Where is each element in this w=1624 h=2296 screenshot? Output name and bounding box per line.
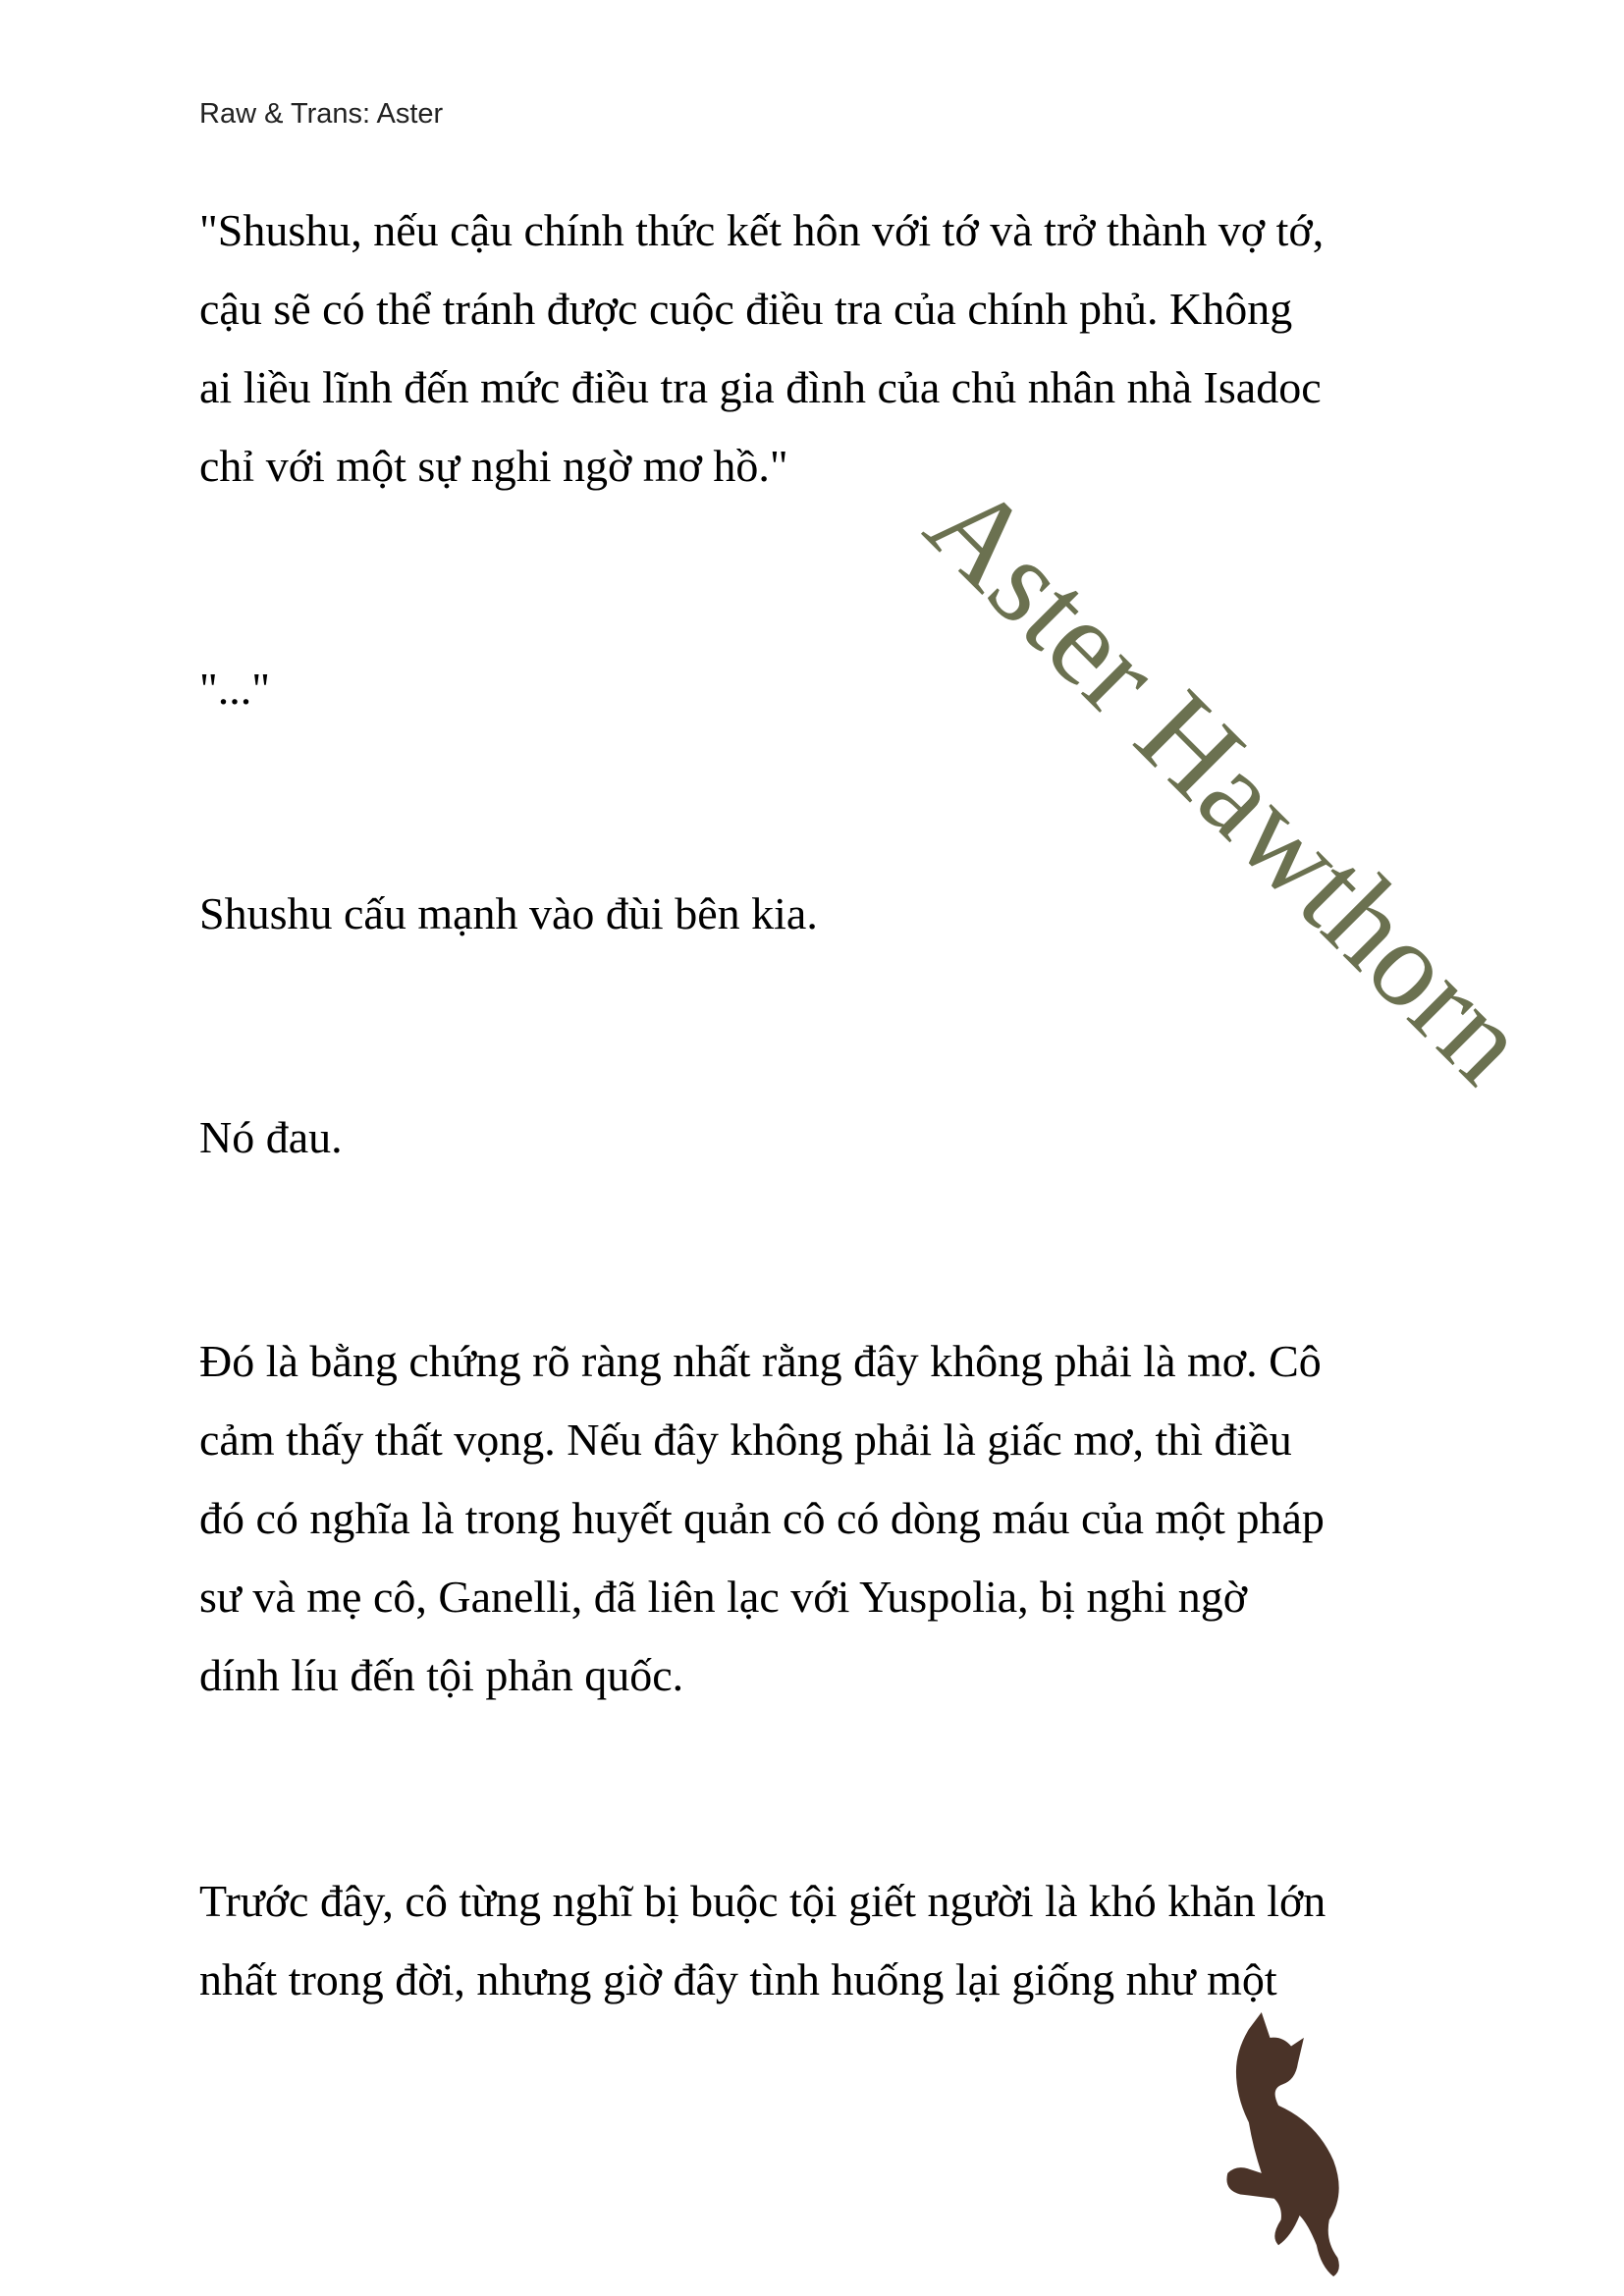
text-line: nhất trong đời, nhưng giờ đây tình huống lại giống như một (199, 1954, 1277, 2004)
cat-silhouette-icon (1198, 2012, 1384, 2283)
text-line: Shushu cấu mạnh vào đùi bên kia. (199, 888, 818, 938)
page-header: Raw & Trans: Aster (199, 98, 444, 130)
text-line: "..." (199, 664, 271, 714)
text-line: dính líu đến tội phản quốc. (199, 1650, 684, 1700)
text-line: Nó đau. (199, 1112, 343, 1162)
text-line: cảm thấy thất vọng. Nếu đây không phải là giấc mơ, thì điều (199, 1415, 1292, 1465)
text-line: "Shushu, nếu cậu chính thức kết hôn với tớ và trở thành vợ tớ, (199, 205, 1325, 255)
text-line: cậu sẽ có thể tránh được cuộc điều tra của chính phủ. Không (199, 284, 1293, 334)
text-line: ai liều lĩnh đến mức điều tra gia đình của chủ nhân nhà Isadoc (199, 362, 1322, 412)
text-line: đó có nghĩa là trong huyết quản cô có dòng máu của một pháp (199, 1493, 1325, 1543)
text-line: sư và mẹ cô, Ganelli, đã liên lạc với Yuspolia, bị nghi ngờ (199, 1572, 1248, 1622)
text-line: chỉ với một sự nghi ngờ mơ hồ." (199, 441, 788, 491)
text-line: Đó là bằng chứng rõ ràng nhất rằng đây không phải là mơ. Cô (199, 1336, 1322, 1386)
watermark-text: Aster Hawthorn (900, 456, 1553, 1109)
text-line: Trước đây, cô từng nghĩ bị buộc tội giết người là khó khăn lớn (199, 1876, 1326, 1926)
